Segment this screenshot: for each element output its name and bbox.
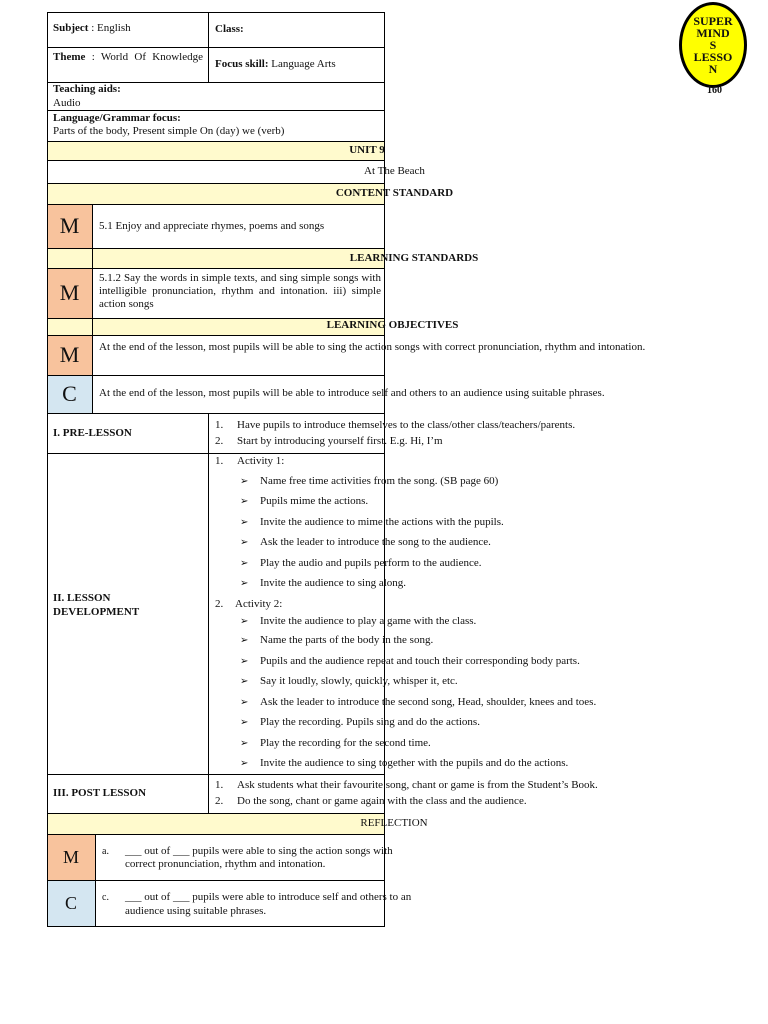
reflection-c-line2: audience using suitable phrases. [125,905,267,917]
subject-label: Subject [53,22,89,34]
rule [47,335,384,336]
arrow-bullet-icon: ➢ [240,738,249,749]
arrow-bullet-icon: ➢ [240,697,249,708]
badge-line: S [709,38,717,52]
rule [47,453,384,454]
content-standard-heading: CONTENT STANDARD [335,187,454,199]
list-item: ➢ Play the recording. Pupils sing and do the actions. [240,716,480,728]
list-item: ➢ Pupils mime the actions. [240,495,369,507]
list-item: 1. Ask students what their favourite song, chant or game is from the Student’s Book. [215,779,598,791]
list-item: 1. Have pupils to introduce themselves to the class/other class/teachers/parents. [215,419,576,431]
rule [47,110,384,111]
list-item: ➢ Play the audio and pupils perform to the audience. [240,557,482,569]
list-item: 2. Do the song, chant or game again with the class and the audience. [215,795,527,807]
rule [47,248,384,249]
focus-label: Focus skill: [215,58,269,70]
badge-line: SUPER [693,14,733,28]
arrow-bullet-icon: ➢ [240,717,249,728]
rule [47,834,384,835]
reflection-c-cell: C [47,880,95,926]
reflection-m-line2: correct pronunciation, rhythm and intonation. [125,858,326,870]
reflection-m-line1: ___ out of ___ pupils were able to sing the action songs with [125,845,393,857]
list-item: ➢ Invite the audience to sing along. [240,577,407,589]
pre-lesson-label: I. PRE-LESSON [53,427,132,439]
arrow-bullet-icon: ➢ [240,656,249,667]
arrow-bullet-icon: ➢ [240,537,249,548]
list-item: ➢ Name free time activities from the song. (SB page 60) [240,475,499,487]
development-label-line1: II. LESSON [53,592,111,604]
list-item: ➢ Ask the leader to introduce the second song, Head, shoulder, knees and toes. [240,696,597,708]
learning-standards-text: 5.1.2 Say the words in simple texts, and sing simple songs with intelligible pronunciation, rhythm and intonation. iii) simple action songs [99,272,381,310]
list-item: ➢ Pupils and the audience repeat and touch their corresponding body parts. [240,655,580,667]
theme-label: Theme [53,51,86,63]
reflection-c-line1: ___ out of ___ pupils were able to introduce self and others to an [125,891,412,903]
rule [47,413,384,414]
reflection-c-marker: c. [102,892,109,903]
focus-skill-cell [215,58,336,71]
rule [47,880,384,881]
subject-value: : English [91,22,131,34]
list-item: ➢ Name the parts of the body in the song. [240,634,434,646]
theme-cell [53,51,203,64]
rule [95,834,96,926]
teaching-aids-label: Teaching aids: [53,83,121,95]
rule [47,204,384,205]
rule [47,926,384,927]
rule [47,183,384,184]
grammar-value: Parts of the body, Present simple On (day) we (verb) [53,125,285,137]
focus-value: Language Arts [271,58,336,70]
rule [47,47,384,48]
unit-topic: At The Beach [364,165,425,177]
super-minds-lesson-badge [679,2,747,88]
content-standard-m-cell: M [47,204,92,248]
objectives-heading: LEARNING OBJECTIVES [326,319,459,331]
arrow-bullet-icon: ➢ [240,578,249,589]
rule [47,141,384,142]
reflection-m-marker: a. [102,846,109,857]
rule [47,774,384,775]
rule [47,268,384,269]
arrow-bullet-icon: ➢ [240,517,249,528]
list-item: ➢ Ask the leader to introduce the song to the audience. [240,536,491,548]
badge-line: MIND [696,26,730,40]
arrow-bullet-icon: ➢ [240,558,249,569]
activity-1-heading: 1. Activity 1: [215,455,285,467]
content-standard-text: 5.1 Enjoy and appreciate rhymes, poems and songs [99,220,325,232]
badge-line: N [708,62,718,76]
objective-m-cell: M [47,335,92,375]
reflection-m-cell: M [47,834,95,880]
rule [47,12,384,13]
teaching-aids-value: Audio [53,97,81,109]
rule [92,204,93,413]
list-item: ➢ Invite the audience to play a game with the class. [240,615,477,627]
objective-c-cell: C [47,375,92,413]
learning-standards-heading: LEARNING STANDARDS [349,252,479,264]
objective-c-text: At the end of the lesson, most pupils will be able to introduce self and others to an audience using suitable phrases. [99,387,605,399]
post-lesson-label: III. POST LESSON [53,787,147,799]
list-item: ➢ Say it loudly, slowly, quickly, whisper it, etc. [240,675,458,687]
arrow-bullet-icon: ➢ [240,676,249,687]
subject-cell [53,22,131,35]
activity-2-heading: 2. Activity 2: [215,598,283,610]
arrow-bullet-icon: ➢ [240,758,249,769]
rule [47,813,384,814]
rule [208,12,209,82]
rule [47,375,384,376]
lesson-number: 160 [707,85,722,96]
list-item: 2. Start by introducing yourself first. E.g. Hi, I’m [215,435,443,447]
rule [47,160,384,161]
list-item: ➢ Play the recording for the second time. [240,737,431,749]
arrow-bullet-icon: ➢ [240,616,249,627]
reflection-heading: REFLECTION [360,817,428,829]
arrow-bullet-icon: ➢ [240,476,249,487]
grammar-label: Language/Grammar focus: [53,112,181,124]
class-label: Class: [215,23,244,35]
learning-standards-m-cell: M [47,268,92,318]
theme-line [53,51,203,64]
list-item: ➢ Invite the audience to sing together with the pupils and do the actions. [240,757,569,769]
objective-m-text: At the end of the lesson, most pupils will be able to sing the action songs with correct pronunciation, rhythm and intonation. [99,341,646,353]
unit-title: UNIT 9 [349,144,385,156]
list-item: ➢ Invite the audience to mime the actions with the pupils. [240,516,504,528]
rule [208,413,209,813]
arrow-bullet-icon: ➢ [240,635,249,646]
badge-line: LESSO [693,50,733,64]
arrow-bullet-icon: ➢ [240,496,249,507]
theme-value: : World Of Knowledge [91,51,203,63]
development-label-line2: DEVELOPMENT [53,606,140,618]
